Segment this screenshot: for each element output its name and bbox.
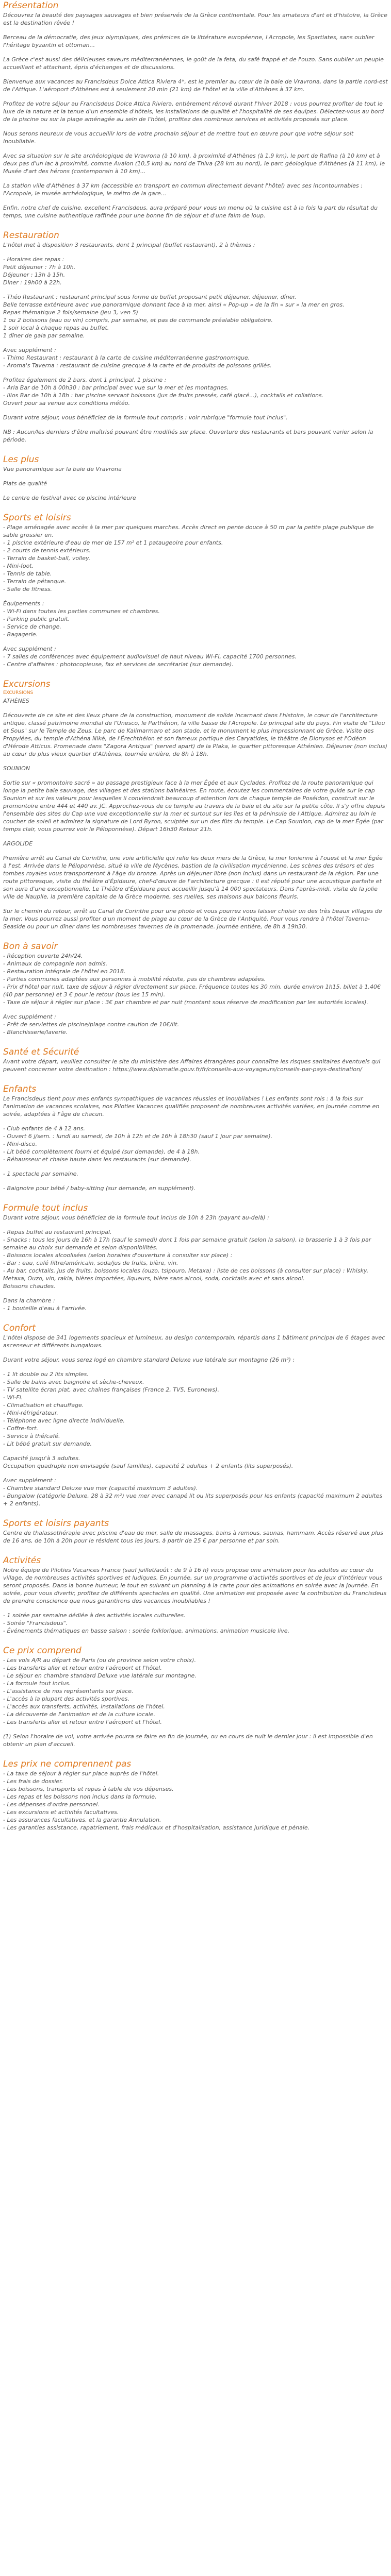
list-item: - Événements thématiques en basse saison : soirée folklorique, animations, animation musicale live. xyxy=(3,1628,290,1634)
list-item: - 1 bouteille d'eau à l'arrivée. xyxy=(3,1305,87,1312)
list-item: - Les transferts aller et retour entre l'aéroport et l'hôtel. xyxy=(3,1719,162,1725)
list-item: - 2 courts de tennis extérieurs. xyxy=(3,547,91,554)
list-item: - La taxe de séjour à régler sur place auprès de l'hôtel. xyxy=(3,1770,159,1777)
list-item: - Les dépenses d'ordre personnel. xyxy=(3,1801,100,1808)
paragraph: L'hôtel dispose de 341 logements spacieux et lumineux, au design contemporain, répartis dans 1 bâtiment principal de 6 étages avec ascenseur et différents bungalows. xyxy=(3,1334,385,1349)
list-item: Déjeuner : 13h à 15h. xyxy=(3,272,66,278)
list-item: Avec supplément : xyxy=(3,347,56,353)
line-list xyxy=(3,1184,388,1192)
line-list xyxy=(3,952,388,1006)
paragraph: Première arrêt au Canal de Corinthe, une voie artificielle qui relie les deux mers de la Grèce, la mer Ionienne à l'ouest et la mer Égée à l'est. Arrivée dans le Péloponnèse, situé la ville de Mycènes, bastion de la civilisation mycénienne. Les scènes des trésors et des tombes royales vous transporteront à l'âge du bronze. Après un déjeuner libre (non inclus) dans un restaurant de la région. Par une route pittoresque, visite du théâtre d'Épidaure, chef-d'œuvre de l'architecture grecque : il est réputé pour une acoustique parfaite et son aura d'une exceptionnelle. Le Théâtre d'Épidaure peut accueillir jusqu'à 14 000 spectateurs. Dans l'après-midi, visite de la jolie ville de Nauplie, la première capitale de la Grèce moderne, ses ruelles, ses maisons aux balcons fleuris. xyxy=(3,855,383,900)
list-item: - 1 spectacle par semaine. xyxy=(3,1171,78,1177)
list-item: Occupation quadruple non envisagée (sauf familles), capacité 2 adultes + 2 enfants (lits superposés). xyxy=(3,1463,294,1469)
list-item: - Les repas et les boissons non inclus dans la formule. xyxy=(3,1793,157,1800)
list-item: - La formule tout inclus. xyxy=(3,1680,71,1687)
list-item: - Réhausseur et chaise haute dans les restaurants (sur demande). xyxy=(3,1156,191,1163)
section xyxy=(3,454,388,502)
list-item: - Snacks : tous les jours de 16h à 17h (sauf le samedi) dont 1 fois par semaine gratuit (selon la saison), la brasserie 1 à 3 fois par semaine au choix sur demande et selon disponibilités. xyxy=(3,1236,371,1251)
section-title: Les prix ne comprennent pas xyxy=(3,1759,132,1769)
section xyxy=(3,1555,388,1635)
list-item: - Horaires des repas : xyxy=(3,256,64,263)
section-title: Bon à savoir xyxy=(3,941,58,952)
list-item: - Lit bébé complètement fourni et équipé (sur demande), de 4 à 18h. xyxy=(3,1148,200,1155)
list-item: - Plage aménagée avec accès à la mer par quelques marches. Accès direct en pente douce à 50 m par la petite plage publique de sable grossier en. xyxy=(3,524,374,538)
list-item: - Service à thé/café. xyxy=(3,1433,60,1439)
list-item: - Les frais de dossier. xyxy=(3,1778,63,1785)
list-item: - Mini-disco. xyxy=(3,1141,38,1147)
list-item: - 1 soirée par semaine dédiée à des activités locales culturelles. xyxy=(3,1612,186,1619)
paragraph: Bienvenue aux vacances au Francisdeus Dolce Attica Riviera 4*, est le premier au cœur de la baie de Vravrona, dans la partie nord-est de l'Attique. L'aéroport d'Athènes est à seulement 20 min (21 km) de l'hôtel et la ville d'Athènes à 37 km. xyxy=(3,78,388,93)
section-title: Activités xyxy=(3,1555,41,1566)
list-item: Avec supplément : xyxy=(3,646,56,652)
section xyxy=(3,1323,388,1507)
paragraph: Durant votre séjour, vous bénéficiez de la formule tout inclus de 10h à 23h (payant au-delà) : xyxy=(3,1214,269,1221)
paragraph: Découverte de ce site et des lieux phare de la construction, monument de solide incarnant dans l'histoire, le cœur de l'architecture antique, classé patrimoine mondial de l'Unesco, le Parthénon, la ville basse de l'Acropole. Le principal site du pays. Fin visite de "Lilou et Sous" sur le Temple de Zeus. Le parc de Kalimarmaro et son stade, et le monument le plus impressionnant de Grèce. Visite des Propylées, du temple d'Athéna Niké, de l'Érechthéion et son fameux portique des Caryatides, le théâtre de Dionysos et l'Odéon d'Hérode Atticus. Promenade dans "Zagora Antiqua" (served apart) de la Plaka, le quartier pittoresque Athénien. Déjeuner (non inclus) au cœur du plus vieux quartier d'Athènes, tournée entière, de 8h à 18h. xyxy=(3,712,387,757)
list-item: 1 soir local à chaque repas au buffet. xyxy=(3,325,109,331)
paragraph: ATHÈNES xyxy=(3,698,29,704)
section xyxy=(3,1202,388,1312)
list-item: - Aroma's Taverna : restaurant de cuisine grecque à la carte et de produits de poissons grillés. xyxy=(3,362,272,369)
paragraph: Sur le chemin du retour, arrêt au Canal de Corinthe pour une photo et vous pourrez vous laisser choisir un des très beaux villages de la mer. Vous pourrez aussi profiter d'un moment de plage au cœur de la Grèce de l'Antiquité. Pour vous rendre à l'hôtel Taverna-Seaside ou pour un dîner dans les nombreuses tavernes de la promenade. Journée entière, de 8h à 19h30. xyxy=(3,908,382,930)
list-item: - Au bar, cocktails, jus de fruits, boissons locales (ouzo, tsipouro, Metaxa) : liste de ces boissons (à consulter sur place) : Whisky, Metaxa, Ouzo, vin, rakia, bières importées, liqueurs, bière sans alcool, soda, cocktails avec et sans alcool. xyxy=(3,1267,369,1282)
paragraph: Durant votre séjour, vous serez logé en chambre standard Deluxe vue latérale sur montagne (26 m²) : xyxy=(3,1357,295,1363)
list-item: - Baignoire pour bébé / baby-sitting (sur demande, en supplément). xyxy=(3,1185,196,1192)
paragraph: Sortie sur « promontoire sacré » au passage prestigieux face à la mer Égée et aux Cyclades. Profitez de la route panoramique qui longe la petite baie sauvage, des villages et des stations balnéaires. En route, écoutez les commentaires de votre guide sur le cap Sounion et sur les valeurs pour lesquelles il conviendrait beaucoup d'attention lors de chaque temple de Poséidon, construit sur le promontoire entre 444 et 440 av. JC. Approchez-vous de ce temple au travers de la baie et du site sur la petite côte. Il s'y offre depuis l'ensemble des sites du Cap une vue exceptionnelle sur la mer et surtout sur les îles et la péninsule de l'Attique. Admirez au loin le coucher de soleil et admirez la signature de Lord Byron, sculptée sur un des fûts du temple. Le Cap Sounion, cap de la mer Égée (par temps clair, vous pourrez voir le Péloponnèse). Départ 16h30 Retour 21h. xyxy=(3,779,385,833)
list-item: - Soirée "Francisdeus". xyxy=(3,1620,68,1626)
line-list xyxy=(3,1656,388,1726)
list-item: - Service de change. xyxy=(3,623,61,630)
list-item: Durant votre séjour, vous bénéficiez de la formule tout compris : voir rubrique "formule tout inclus". xyxy=(3,414,288,421)
paragraph: L'hôtel met à disposition 3 restaurants, dont 1 principal (buffet restaurant), 2 à thèmes : xyxy=(3,242,255,248)
list-item: - Climatisation et chauffage. xyxy=(3,1402,84,1409)
list-item: - Lit bébé gratuit sur demande. xyxy=(3,1440,92,1447)
list-item: - Ilios Bar de 10h à 18h : bar piscine servant boissons (jus de fruits pressés, café glacé...), cocktails et collations. xyxy=(3,392,324,399)
section-title: Confort xyxy=(3,1323,36,1333)
list-item: - 7 salles de conférences avec équipement audiovisuel de haut niveau Wi-Fi, capacité 1700 personnes. xyxy=(3,653,297,660)
line-list xyxy=(3,1228,388,1290)
paragraph: SOUNION xyxy=(3,765,30,772)
list-item: Capacité jusqu'à 3 adultes. xyxy=(3,1455,80,1462)
list-item: 1 dîner de gala par semaine. xyxy=(3,332,85,339)
list-item: Avec supplément : xyxy=(3,1477,56,1484)
list-item: - Les excursions et activités facultatives. xyxy=(3,1809,119,1816)
paragraph: Vue panoramique sur la baie de Vravrona xyxy=(3,466,122,472)
section xyxy=(3,1645,388,1748)
section xyxy=(3,1758,388,1832)
section-title: Sports et loisirs payants xyxy=(3,1518,109,1529)
section-title: Ce prix comprend xyxy=(3,1646,82,1656)
note: NB : Aucun/les derniers d'être maîtrisé pouvant être modifiés sur place. Ouverture des restaurants et bars pouvant varier selon la période. xyxy=(3,429,373,443)
line-list xyxy=(3,1454,388,1470)
list-item: Équipements : xyxy=(3,600,44,607)
paragraph: Profitez de votre séjour au Francisdeus Dolce Attica Riviera, entièrement rénové durant l'hiver 2018 : vous pourrez profiter de tout le luxe de la nature et la tenue d'un ensemble d'hôtels, les installations de qualité et l'hospitalité de ses équipes. Délectez-vous au bord de la piscine ou sur la plage aménagée au sein de l'hôtel, profitez des nombreux services et activités proposés sur place. xyxy=(3,100,384,123)
list-item: - Bungalow (catégorie Deluxe, 28 à 32 m²) vue mer avec canapé lit ou lits superposés pour les enfants (capacité maximum 2 adultes + 2 enfants). xyxy=(3,1493,383,1507)
paragraph: La station ville d'Athènes à 37 km (accessible en transport en commun directement devant l'hôtel) avec ses incontournables : l'Acropole, le musée archéologique, le métro de la gare... xyxy=(3,182,363,197)
list-item: - Mini-réfrigérateur. xyxy=(3,1410,58,1416)
list-item: - TV satellite écran plat, avec chaînes françaises (France 2, TV5, Euronews). xyxy=(3,1386,219,1393)
list-item: - Animaux de compagnie non admis. xyxy=(3,960,108,967)
list-item: - Wi-Fi dans toutes les parties communes et chambres. xyxy=(3,608,160,615)
list-item: Dîner : 19h00 à 22h. xyxy=(3,279,62,286)
list-item: Petit déjeuner : 7h à 10h. xyxy=(3,264,76,270)
line-list xyxy=(3,346,388,369)
list-item: Repas thématique 2 fois/semaine (jeu 3, ven 5) xyxy=(3,309,138,316)
section xyxy=(3,1046,388,1073)
list-item: - Thimo Restaurant : restaurant à la carte de cuisine méditerranéenne gastronomique. xyxy=(3,354,250,361)
section xyxy=(3,512,388,668)
paragraph: Découvrez la beauté des paysages sauvages et bien préservés de la Grèce continentale. Pour les amateurs d'art et d'histoire, la Grèce est la destination rêvée ! xyxy=(3,12,387,26)
section xyxy=(3,1518,388,1545)
list-item: - Bar : eau, café filtre/américain, soda/jus de fruits, bière, vin. xyxy=(3,1260,178,1266)
list-item: - Mini-foot. xyxy=(3,563,34,569)
list-item: Profitez également de 2 bars, dont 1 principal, 1 piscine : xyxy=(3,377,167,383)
paragraph: La Grèce c'est aussi des délicieuses saveurs méditerranéennes, le goût de la feta, du safé frappé et de l'ouzo. Sans oublier un peuple accueillant et attachant, épris d'échanges et de discussions. xyxy=(3,56,384,71)
list-item: - Centre d'affaires : photocopieuse, fax et services de secrétariat (sur demande). xyxy=(3,661,234,668)
list-item: Ouvert pour sa venue aux conditions météo. xyxy=(3,400,130,406)
list-item: - Les boissons, transports et repas à table de vos dépenses. xyxy=(3,1786,174,1792)
list-item: - L'assistance de nos représentants sur place. xyxy=(3,1688,134,1694)
section-title: Enfants xyxy=(3,1084,37,1094)
list-item: - Repas buffet au restaurant principal. xyxy=(3,1229,112,1235)
list-item: - Taxe de séjour à régler sur place : 3€ par chambre et par nuit (montant sous réserve de modification par les autorités locales). xyxy=(3,999,368,1006)
section-title: Sports et loisirs xyxy=(3,513,71,523)
list-item: (1) Selon l'horaire de vol, votre arrivée pourra se faire en fin de journée, ou en cours de nuit le dernier jour : il est impossible d'en obtenir un plan d'accueil. xyxy=(3,1733,373,1748)
list-item: - 1 piscine extérieure d'eau de mer de 157 m² et 1 pataugeoire pour enfants. xyxy=(3,539,223,546)
list-item: - L'accès à la plupart des activités sportives. xyxy=(3,1696,129,1702)
list-item: - Prix d'hôtel par nuit, taxe de séjour à régler directement sur place. Fréquence toutes les 30 min, durée environ 1h15, billet à 1,40€ (40 par personne) et 3 € pour le retour (tous les 15 min). xyxy=(3,984,381,998)
line-list xyxy=(3,523,388,593)
list-item: Dans la chambre : xyxy=(3,1297,55,1304)
paragraph: Le Francisdeus tient pour mes enfants sympathiques de vacances réussies et inoubliables ! Les enfants sont rois : à la fois sur l'animation de vacances scolaires, nos Piloties Vacances qualifiés proposent de nombreuses activités variées, en journée comme en soirée, adaptées à l'âge de chacun. xyxy=(3,1095,380,1117)
list-item: - Salle de fitness. xyxy=(3,586,52,592)
paragraph: Plats de qualité xyxy=(3,480,47,487)
list-item: - Restauration intégrale de l'hôtel en 2018. xyxy=(3,968,126,975)
list-item: - Théo Restaurant : restaurant principal sous forme de buffet proposant petit déjeuner, déjeuner, dîner. xyxy=(3,294,297,300)
list-item: - Chambre standard Deluxe vue mer (capacité maximum 3 adultes). xyxy=(3,1485,198,1492)
list-item: - Les assurances facultatives, et la garantie Annulation. xyxy=(3,1817,161,1823)
list-item: - Terrain de pétanque. xyxy=(3,578,67,585)
line-list xyxy=(3,376,388,407)
line-list xyxy=(3,1170,388,1178)
section xyxy=(3,679,388,930)
paragraph: Centre de thalassothérapie avec piscine d'eau de mer, salle de massages, bains à remous, saunas, hammam. Accès réservé aux plus de 16 ans, de 10h à 20h pour le résident tous les jours, à partir de 25 € par personne et par soin. xyxy=(3,1530,383,1544)
paragraph: Avec sa situation sur le site archéologique de Vravrona (à 10 km), à proximité d'Athènes (à 1,9 km), le port de Rafina (à 10 km) et à deux pas d'un lac à proximité, comme Avalon (10,5 km) au nord de Thiva (28 km au nord), le parc géologique d'Athènes (à 11 km), le Musée d'art des hérons (contemporain à 10 km)... xyxy=(3,152,385,175)
line-list xyxy=(3,600,388,638)
list-item: - L'accès aux transferts, activités, installations de l'hôtel. xyxy=(3,1703,165,1710)
list-item: - Salle de bains avec baignoire et sèche-cheveux. xyxy=(3,1379,144,1385)
list-item: - Les garanties assistance, rapatriement, frais médicaux et d'hospitalisation, assistance juridique et pénale. xyxy=(3,1824,310,1831)
section-title: Restauration xyxy=(3,230,59,241)
line-list xyxy=(3,256,388,286)
list-item: - Parking public gratuit. xyxy=(3,616,70,622)
list-item: - La découverte de l'animation et de la culture locale. xyxy=(3,1711,155,1718)
list-item: - 1 lit double ou 2 lits simples. xyxy=(3,1371,89,1378)
list-item: - Wi-Fi. xyxy=(3,1394,23,1401)
paragraph: Nous serons heureux de vous accueillir lors de votre prochain séjour et de mettre tout en œuvre pour que votre séjour soit inoubliable. xyxy=(3,130,354,145)
list-item: - Coffre-fort. xyxy=(3,1425,39,1432)
list-item: 1 ou 2 boissons (eau ou vin) compris, par semaine, et pas de commande préalable obligatoire. xyxy=(3,317,273,324)
list-item: - Téléphone avec ligne directe individuelle. xyxy=(3,1417,125,1424)
line-list xyxy=(3,1612,388,1635)
line-list xyxy=(3,645,388,668)
list-item: - Les vols A/R au départ de Paris (ou de province selon votre choix). xyxy=(3,1657,196,1664)
line-list xyxy=(3,1125,388,1163)
list-item: - Club enfants de 4 à 12 ans. xyxy=(3,1125,85,1132)
list-item: - Prêt de serviettes de piscine/plage contre caution de 10€/lit. xyxy=(3,1021,180,1028)
list-item: - Le séjour en chambre standard Deluxe vue latérale sur montagne. xyxy=(3,1672,197,1679)
paragraph: Berceau de la démocratie, des jeux olympiques, des prémices de la littérature européenne, l'Acropole, les Spartiates, sans oublier l'héritage byzantin et ottoman... xyxy=(3,34,374,48)
section-title: Présentation xyxy=(3,1,59,11)
list-item: Boissons chaudes. xyxy=(3,1283,56,1290)
section xyxy=(3,941,388,1036)
section-subtitle: EXCURSIONS xyxy=(3,690,34,696)
list-item: Belle terrasse extérieure avec vue panoramique donnant face à la mer, ainsi « Pop-up » de la fin « sur » la mer en gros. xyxy=(3,301,345,308)
line-list xyxy=(3,1770,388,1832)
list-item: - Blanchisserie/laverie. xyxy=(3,1029,68,1036)
list-item: - Tennis de table. xyxy=(3,570,52,577)
list-item: - Les transferts aller et retour entre l'aéroport et l'hôtel. xyxy=(3,1665,162,1671)
line-list xyxy=(3,293,388,340)
paragraph: Enfin, notre chef de cuisine, excellent Francisdeus, aura préparé pour vous un menu où la cuisine est à la fois la part du résultat du temps, une cuisine authentique raffinée pour une bonne fin de séjour et d'une faim de loup. xyxy=(3,205,378,219)
list-item: - Boissons locales alcoolisées (selon horaires d'ouverture à consulter sur place) : xyxy=(3,1252,233,1259)
paragraph: Notre équipe de Piloties Vacances France (sauf juillet/août : de 9 à 16 h) vous propose une animation pour les adultes au cœur du village, de nombreuses activités sportives et ludiques. En journée, sur un programme d'activités sportives et de jeux d'intérieur vous seront proposés. Dans la bonne humeur, le tout en suivant un planning à la carte pour des animations en soirée avec la journée. En soirée, pour vous divertir, profitez de différents spectacles en qualité. Une animation est proposée avec la contribution du Francisdeus de prendre conscience que nous garantirons des vacances inoubliables ! xyxy=(3,1567,387,1604)
section-title: Formule tout inclus xyxy=(3,1203,88,1213)
list-item: - Réception ouverte 24h/24. xyxy=(3,953,83,959)
line-list xyxy=(3,1297,388,1312)
line-list xyxy=(3,1733,388,1748)
list-item: - Aria Bar de 10h à 00h30 : bar principal avec vue sur la mer et les montagnes. xyxy=(3,384,229,391)
section xyxy=(3,1083,388,1192)
section-title: Les plus xyxy=(3,454,39,465)
list-item: - Parties communes adaptées aux personnes à mobilité réduite, pas de chambres adaptées. xyxy=(3,976,266,982)
section xyxy=(3,230,388,444)
section xyxy=(3,0,388,219)
line-list xyxy=(3,414,388,421)
section-title: Excursions xyxy=(3,679,51,689)
list-item: Avec supplément : xyxy=(3,1013,56,1020)
line-list xyxy=(3,1013,388,1036)
paragraph: ARGOLIDE xyxy=(3,840,33,847)
line-list xyxy=(3,1477,388,1507)
list-item: - Bagagerie. xyxy=(3,631,38,638)
list-item: - Ouvert 6 j/sem. : lundi au samedi, de 10h à 12h et de 16h à 18h30 (sauf 1 jour par semaine). xyxy=(3,1133,273,1140)
paragraph: Le centre de festival avec ce piscine intérieure xyxy=(3,495,136,501)
line-list xyxy=(3,1370,388,1448)
list-item: - Terrain de basket-ball, volley. xyxy=(3,555,91,562)
paragraph: Avant votre départ, veuillez consulter le site du ministère des Affaires étrangères pour connaître les risques sanitaires éventuels qui peuvent concerner votre destination : https://www.diplomatie.gouv.fr/fr/conseils-aux-voyageurs/conseils-par-pays-destination/ xyxy=(3,1058,381,1073)
section-title: Santé et Sécurité xyxy=(3,1047,79,1057)
